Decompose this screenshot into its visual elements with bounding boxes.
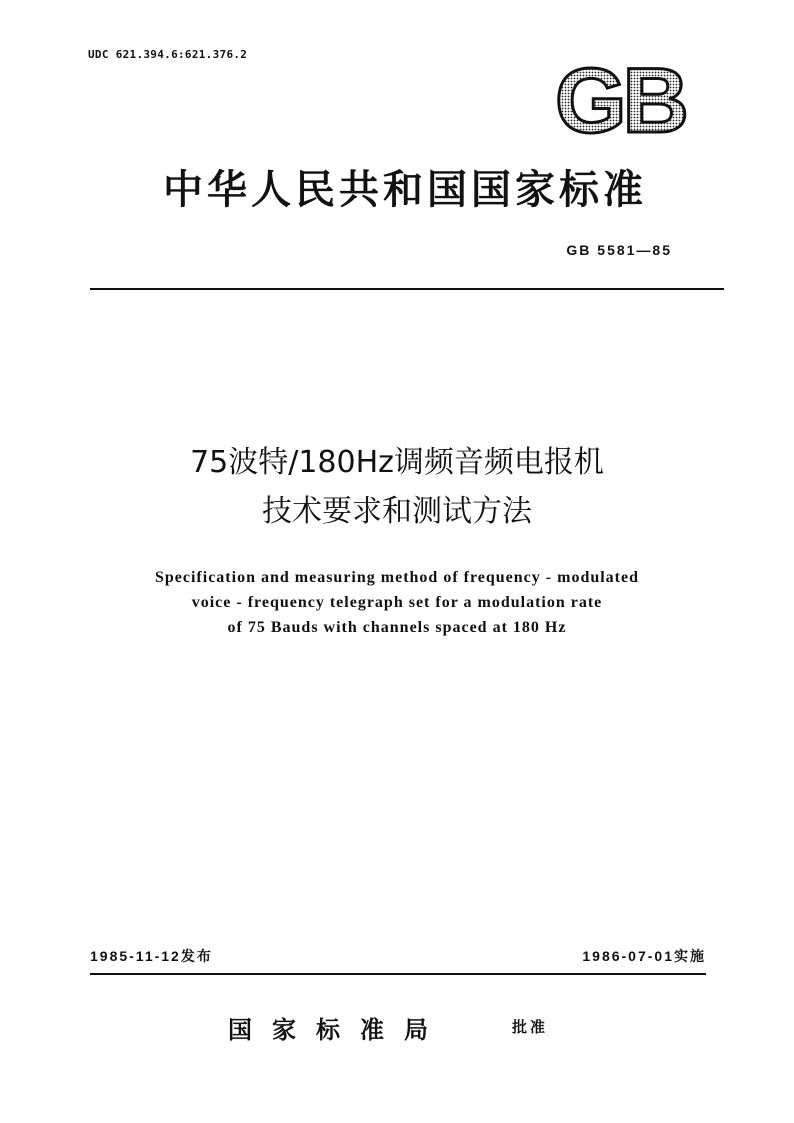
title-cn-line-2: 技术要求和测试方法: [262, 494, 532, 529]
title-cn-line-1: 75波特/180Hz调频音频电报机: [190, 445, 604, 480]
national-standard-heading: 中华人民共和国国家标准: [163, 166, 647, 213]
approval-label: 批准: [512, 1018, 549, 1036]
gb-logo-letters: GB: [555, 56, 685, 140]
footer-divider: [90, 973, 706, 975]
standard-number: GB 5581—85: [566, 242, 672, 258]
title-en-line-1: Specification and measuring method of frequency - modulated: [154, 569, 640, 586]
header-divider: [90, 288, 724, 290]
title-en-line-3: of 75 Bauds with channels spaced at 180 Hz: [227, 619, 567, 636]
issuing-authority: 国家标准局: [228, 1015, 448, 1044]
issue-date: 1985-11-12发布: [90, 948, 213, 964]
implementation-date: 1986-07-01实施: [582, 948, 706, 964]
title-en-line-2: voice - frequency telegraph set for a modulation rate: [191, 594, 603, 611]
gb-logo: [540, 56, 700, 140]
udc-classification: UDC 621.394.6:621.376.2: [88, 48, 248, 61]
